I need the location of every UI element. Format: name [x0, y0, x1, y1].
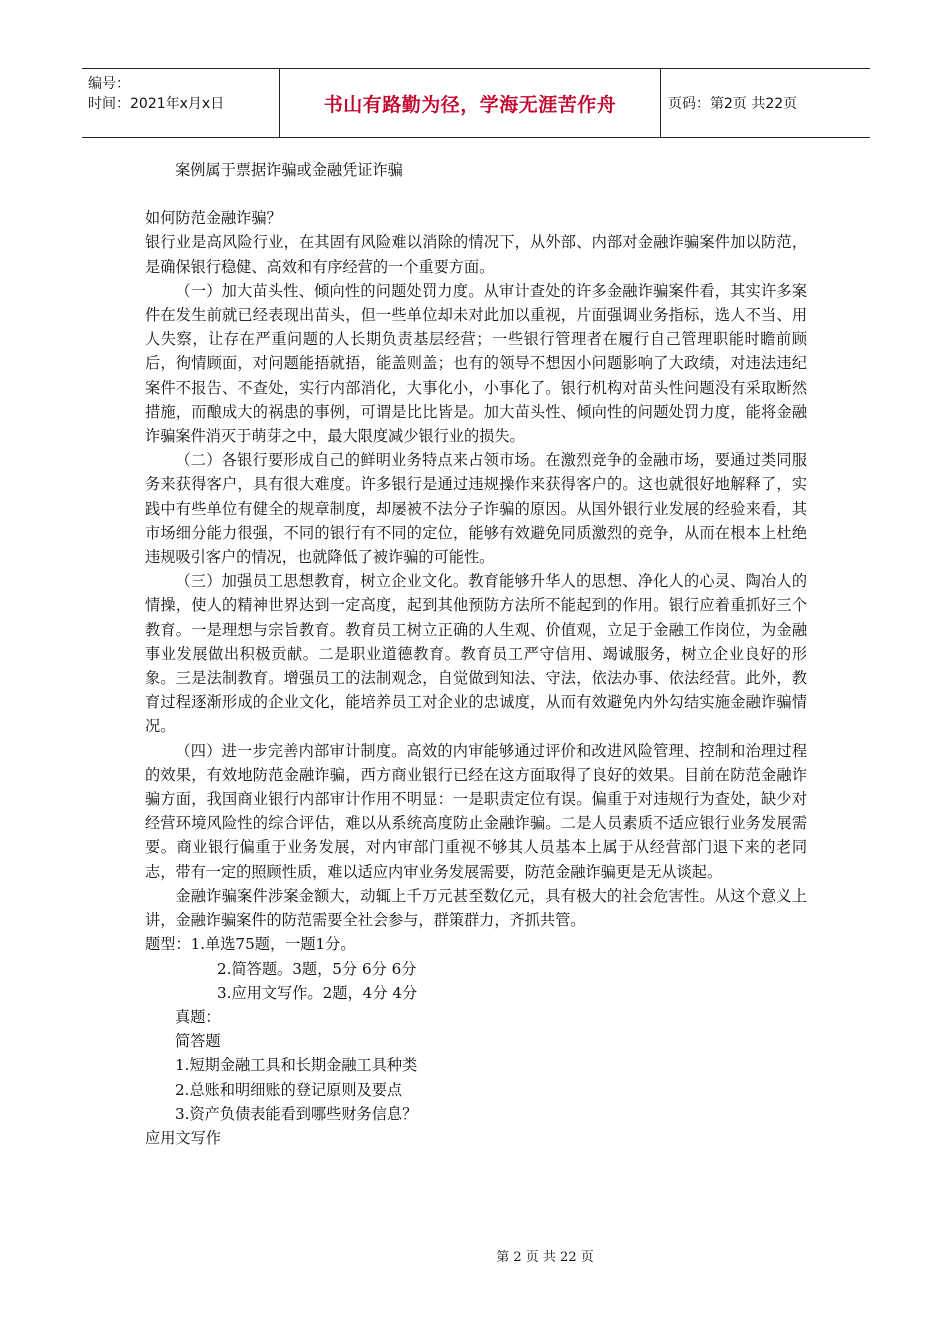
paragraph-measure-3: （三）加强员工思想教育，树立企业文化。教育能够升华人的思想、净化人的心灵、陶冶人的情操，使人的精神世界达到一定高度，起到其他预防方法所不能起到的作用。银行应着重抓好三个教育。一是理想与宗旨教育。教育员工树立正确的人生观、价值观，立足于金融工作岗位，为金融事业发展做出积极贡献。二是职业道德教育。教育员工严守信用、竭诚服务，树立企业良好的形象。三是法制教育。增强员工的法制观念，自觉做到知法、守法，依法办事、依法经营。此外，教育过程逐渐形成的企业文化，能培养员工对企业的忠诚度，从而有效避免内外勾结实施金融诈骗情况。 [145, 572, 807, 736]
real-questions-label: 真题： [175, 1007, 221, 1026]
document-body [145, 158, 807, 1150]
page-header [82, 68, 870, 138]
paragraph-measure-1: （一）加大苗头性、倾向性的问题处罚力度。从审计查处的许多金融诈骗案件看，其实许多案件在发生前就已经表现出苗头，但一些单位却未对此加以重视，片面强调业务指标，选人不当、用人失察，让存在严重问题的人长期负责基层经营；一些银行管理者在履行自己管理职能时瞻前顾后，徇情顾面，对问题能捂就捂，能盖则盖；也有的领导不想因小问题影响了大政绩，对违法违纪案件不报告、不查处，实行内部消化，大事化小，小事化了。银行机构对苗头性问题没有采取断然措施，而酿成大的祸患的事例，可谓是比比皆是。加大苗头性、倾向性的问题处罚力度，能将金融诈骗案件消灭于萌芽之中，最大限度减少银行业的损失。 [145, 281, 807, 446]
header-page-info: 页码：第2页 共22页 [668, 96, 798, 112]
question-type-line-2: 2.简答题。3题，5分 6分 6分 [217, 959, 417, 978]
page-footer: 第 2 页 共 22 页 [496, 1250, 594, 1265]
paragraph-measure-2: （二）各银行要形成自己的鲜明业务特点来占领市场。在激烈竞争的金融市场，要通过类同服务来获得客户，具有很大难度。许多银行是通过违规操作来获得客户的。这也就很好地解释了，实践中有些单位有健全的规章制度，却屡被不法分子诈骗的原因。从国外银行业发展的经验来看，其市场细分能力很强，不同的银行有不同的定位，能够有效避免同质激烈的竞争，从而在根本上杜绝违规吸引客户的情况，也就降低了被诈骗的可能性。 [145, 451, 807, 567]
intro-paragraph: 银行业是高风险行业，在其固有风险难以消除的情况下，从外部、内部对金融诈骗案件加以防范，是确保银行稳健、高效和有序经营的一个重要方面。 [145, 233, 807, 276]
question-item-2: 2.总账和明细账的登记原则及要点 [175, 1080, 403, 1099]
header-meta [82, 69, 279, 137]
applied-writing-heading: 应用文写作 [145, 1128, 221, 1147]
header-number-label: 编号： [88, 76, 130, 92]
short-answer-heading: 简答题 [175, 1032, 221, 1051]
case-type-line: 案例属于票据诈骗或金融凭证诈骗 [175, 161, 403, 179]
question-item-1: 1.短期金融工具和长期金融工具种类 [175, 1056, 418, 1075]
conclusion-paragraph: 金融诈骗案件涉案金额大，动辄上千万元甚至数亿元，具有极大的社会危害性。从这个意义上讲，金融诈骗案件的防范需要全社会参与，群策群力，齐抓共管。 [145, 886, 807, 930]
question-item-3: 3.资产负债表能看到哪些财务信息？ [175, 1104, 418, 1123]
section-question: 如何防范金融诈骗？ [145, 209, 282, 228]
paragraph-measure-4: （四）进一步完善内部审计制度。高效的内审能够通过评价和改进风险管理、控制和治理过程的效果，有效地防范金融诈骗，西方商业银行已经在这方面取得了良好的效果。目前在防范金融诈骗方面，我国商业银行内部审计作用不明显：一是职责定位有误。偏重于对违规行为查处，缺少对经营环境风险性的综合评估，难以从系统高度防止金融诈骗。二是人员素质不适应银行业务发展需要。商业银行偏重于业务发展，对内审部门重视不够其人员基本上属于从经营部门退下来的老同志，带有一定的照顾性质，难以适应内审业务发展需要，防范金融诈骗更是无从谈起。 [145, 741, 807, 881]
question-type-line-3: 3.应用文写作。2题，4分 4分 [217, 983, 418, 1002]
header-motto: 书山有路勤为径，学海无涯苦作舟 [279, 69, 661, 137]
question-type-line: 题型：1.单选75题，一题1分。 [145, 935, 356, 954]
header-date: 时间：2021年x月x日 [88, 96, 225, 112]
